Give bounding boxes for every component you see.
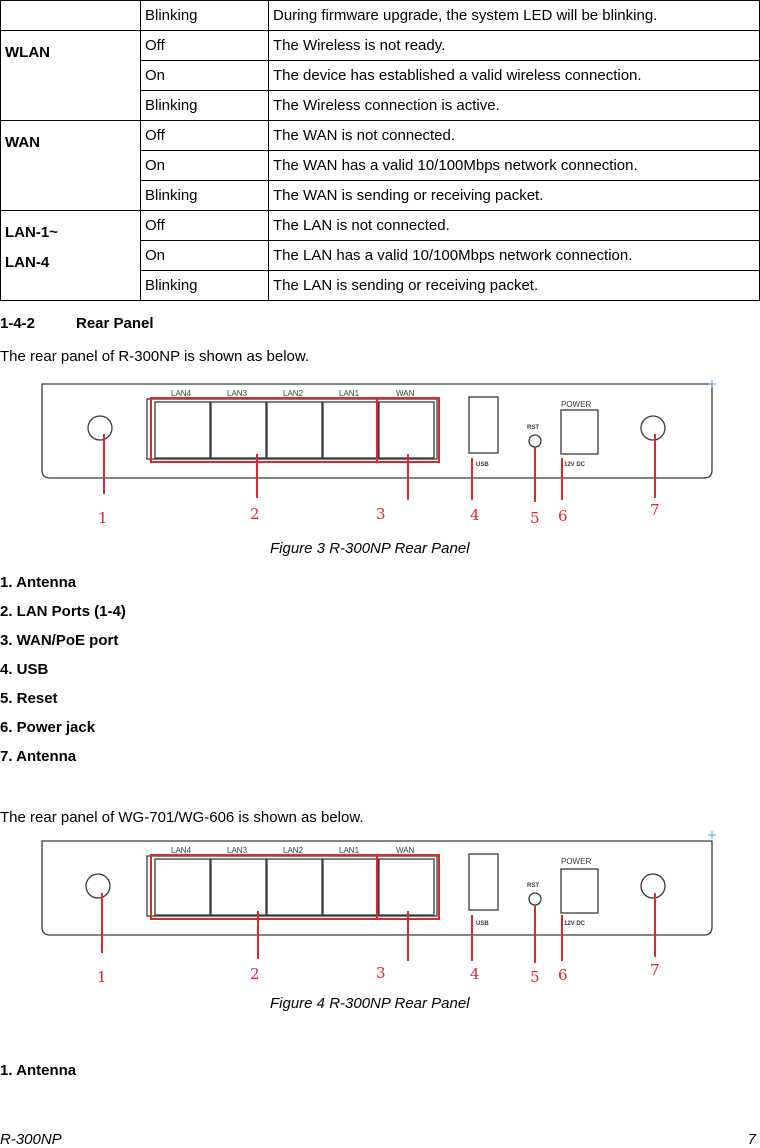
callout-box-wan: [377, 855, 439, 919]
section-number: 1-4-2: [0, 315, 36, 332]
rear-panel-figure-3: [0, 372, 760, 532]
rear-panel-figure-4: [0, 829, 760, 989]
usb-port: [469, 397, 498, 453]
callout-5: 5: [530, 509, 540, 527]
reset-button-icon: [529, 893, 541, 905]
label-lan2: LAN2: [283, 846, 304, 855]
section-title: Rear Panel: [76, 315, 154, 332]
port-lan3: [211, 859, 266, 915]
port-lan3: [211, 402, 266, 458]
label-lan1: LAN1: [339, 846, 360, 855]
desc-cell: The Wireless connection is active.: [269, 91, 760, 121]
status-cell: Blinking: [141, 91, 269, 121]
reset-button-icon: [529, 435, 541, 447]
status-cell: Off: [141, 31, 269, 61]
label-lan3: LAN3: [227, 389, 248, 398]
desc-cell: The Wireless is not ready.: [269, 31, 760, 61]
label-usb: USB: [476, 921, 489, 927]
led-cell-lan: [1, 211, 141, 301]
status-cell: Blinking: [141, 1, 269, 31]
port-lan1: [323, 859, 378, 915]
label-lan2: LAN2: [283, 389, 304, 398]
port-lan2: [267, 402, 322, 458]
label-lan4: LAN4: [171, 846, 192, 855]
figure-4-caption: Figure 4 R-300NP Rear Panel: [270, 995, 470, 1012]
antenna-left-icon: [88, 416, 112, 440]
list-item: 7. Antenna: [0, 748, 77, 765]
power-jack: [561, 410, 598, 454]
table-row: [1, 31, 760, 61]
callout-3: 3: [376, 505, 386, 523]
rear-panel-diagram: [0, 829, 760, 989]
desc-cell: The LAN has a valid 10/100Mbps network connection.: [269, 241, 760, 271]
desc-cell: The LAN is not connected.: [269, 211, 760, 241]
list-item: 3. WAN/PoE port: [0, 632, 119, 649]
list-item: 2. LAN Ports (1-4): [0, 603, 126, 620]
page-number: 7: [747, 1131, 756, 1148]
led-cell-wan: WAN: [1, 121, 141, 211]
status-cell: Blinking: [141, 181, 269, 211]
intro-paragraph-2: The rear panel of WG-701/WG-606 is shown as below.: [0, 809, 364, 826]
label-power: POWER: [561, 857, 592, 866]
callout-4: 4: [470, 965, 480, 983]
label-power: POWER: [561, 400, 592, 409]
callout-1: 1: [97, 968, 107, 986]
callout-7: 7: [650, 501, 660, 519]
list-item: 5. Reset: [0, 690, 58, 707]
status-cell: On: [141, 151, 269, 181]
callout-6: 6: [558, 507, 568, 525]
callout-box-lan: [151, 398, 377, 462]
led-lan-line1: LAN-1~: [5, 224, 58, 241]
port-lan2: [267, 859, 322, 915]
power-jack: [561, 869, 598, 913]
status-cell: On: [141, 61, 269, 91]
callout-box-lan: [151, 855, 377, 919]
table-row: [1, 121, 760, 151]
rear-panel-diagram: [0, 372, 760, 532]
label-rst: RST: [527, 425, 539, 431]
led-cell: [1, 1, 141, 31]
label-12v-dc: 12V DC: [564, 921, 586, 927]
status-cell: Blinking: [141, 271, 269, 301]
desc-cell: The WAN has a valid 10/100Mbps network connection.: [269, 151, 760, 181]
label-wan: WAN: [396, 389, 415, 398]
port-lan1: [323, 402, 378, 458]
table-row: [1, 211, 760, 241]
callout-6: 6: [558, 966, 568, 984]
label-usb: USB: [476, 462, 489, 468]
status-cell: Off: [141, 121, 269, 151]
callout-3: 3: [376, 964, 386, 982]
desc-cell: The WAN is not connected.: [269, 121, 760, 151]
label-12v-dc: 12V DC: [564, 462, 586, 468]
callout-2: 2: [250, 505, 260, 523]
list-item: 6. Power jack: [0, 719, 96, 736]
label-wan: WAN: [396, 846, 415, 855]
port-lan4: [155, 402, 210, 458]
callout-5: 5: [530, 968, 540, 986]
callout-box-wan: [377, 398, 439, 462]
port-wan: [379, 402, 434, 458]
led-lan-line2: LAN-4: [5, 254, 50, 271]
list-item: 1. Antenna: [0, 574, 77, 591]
table-row: [1, 1, 760, 31]
label-lan1: LAN1: [339, 389, 360, 398]
port-wan: [379, 859, 434, 915]
antenna-right-icon: [641, 416, 665, 440]
port-lan4: [155, 859, 210, 915]
figure-3-caption: Figure 3 R-300NP Rear Panel: [270, 540, 470, 557]
led-status-table: [0, 0, 760, 301]
antenna-left-icon: [86, 874, 110, 898]
usb-port: [469, 854, 498, 910]
antenna-right-icon: [641, 874, 665, 898]
callout-1: 1: [98, 509, 108, 527]
label-lan4: LAN4: [171, 389, 192, 398]
label-lan3: LAN3: [227, 846, 248, 855]
desc-cell: The device has established a valid wireless connection.: [269, 61, 760, 91]
intro-paragraph-1: The rear panel of R-300NP is shown as below.: [0, 348, 310, 365]
desc-cell: The WAN is sending or receiving packet.: [269, 181, 760, 211]
led-cell-wlan: WLAN: [1, 31, 141, 121]
status-cell: Off: [141, 211, 269, 241]
list-item: 1. Antenna: [0, 1062, 77, 1079]
callout-4: 4: [470, 506, 480, 524]
list-item: 4. USB: [0, 661, 49, 678]
status-cell: On: [141, 241, 269, 271]
footer-doc-name: R-300NP: [0, 1131, 62, 1148]
label-rst: RST: [527, 883, 539, 889]
callout-7: 7: [650, 961, 660, 979]
desc-cell: During firmware upgrade, the system LED will be blinking.: [269, 1, 760, 31]
callout-2: 2: [250, 965, 260, 983]
desc-cell: The LAN is sending or receiving packet.: [269, 271, 760, 301]
